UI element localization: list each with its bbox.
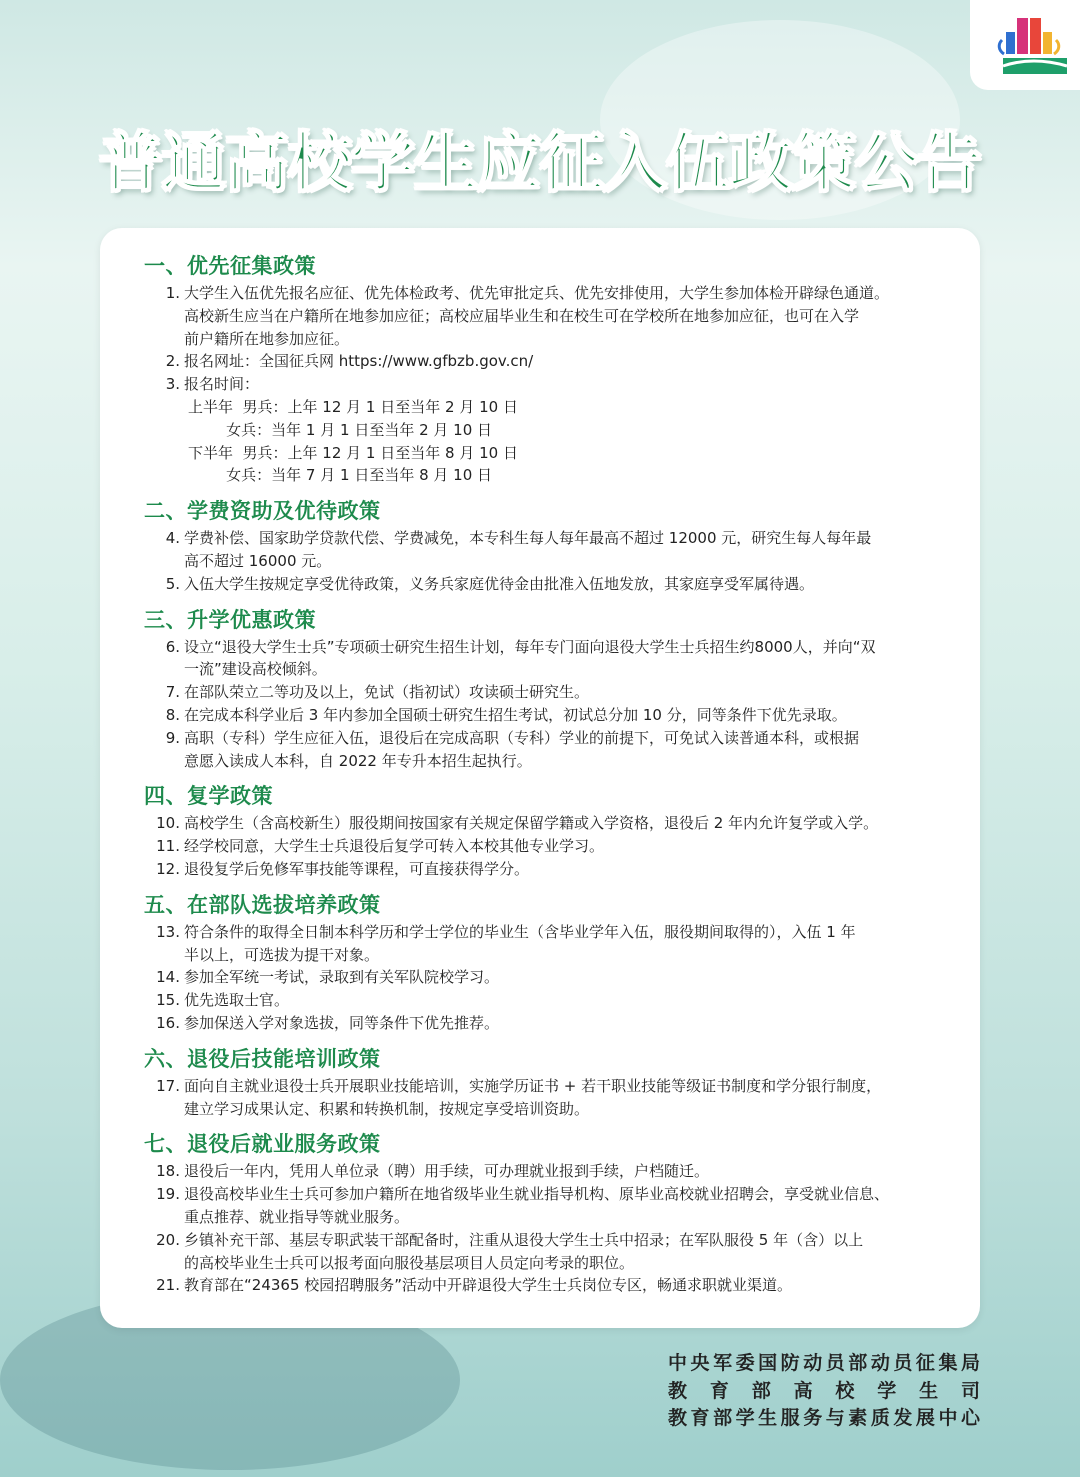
item-text xyxy=(184,1274,952,1297)
policy-item xyxy=(144,681,952,704)
item-text-line: 意愿入读成人本科，自 2022 年专升本招生起执行。 xyxy=(184,751,532,770)
policy-section xyxy=(144,498,952,595)
policy-section xyxy=(144,783,952,880)
item-text xyxy=(184,373,952,396)
item-text xyxy=(184,858,952,881)
schedule-line: 女兵：当年 7 月 1 日至当年 8 月 10 日 xyxy=(188,466,493,485)
policy-item xyxy=(144,1229,952,1275)
section-heading: 四、复学政策 xyxy=(144,784,273,809)
item-number: 7. xyxy=(165,683,180,702)
policy-item xyxy=(144,373,952,396)
policy-item xyxy=(144,812,952,835)
item-number: 19. xyxy=(156,1185,180,1204)
section-heading: 二、学费资助及优待政策 xyxy=(144,499,381,524)
item-text-line: 高职（专科）学生应征入伍，退役后在完成高职（专科）学业的前提下，可免试入读普通本科，或根据 xyxy=(184,728,860,747)
item-text-line: 经学校同意，大学生士兵退役后复学可转入本校其他专业学习。 xyxy=(184,837,605,856)
item-text xyxy=(184,704,952,727)
item-number: 17. xyxy=(156,1076,180,1095)
item-number: 6. xyxy=(165,637,180,656)
item-text xyxy=(184,921,952,967)
city-buildings-logo-icon xyxy=(970,0,1080,90)
item-text-line: 高不超过 16000 元。 xyxy=(184,551,332,570)
item-number: 2. xyxy=(165,352,180,371)
item-text xyxy=(184,1183,952,1229)
policy-item xyxy=(144,966,952,989)
item-text xyxy=(184,636,952,682)
item-text-line: 优先选取士官。 xyxy=(184,991,290,1010)
page-title: 普通高校学生应征入伍政策公告 xyxy=(99,127,981,201)
item-text-line: 退役复学后免修军事技能等课程，可直接获得学分。 xyxy=(184,859,530,878)
item-text xyxy=(184,989,952,1012)
logo xyxy=(970,0,1080,90)
policy-item xyxy=(144,350,952,373)
item-text xyxy=(184,1160,952,1183)
item-text-line: 设立“退役大学生士兵”专项硕士研究生招生计划，每年专门面向退役大学生士兵招生约8000人，并向“双 xyxy=(184,637,876,656)
schedule-line: 上半年 男兵：上年 12 月 1 日至当年 2 月 10 日 xyxy=(188,397,518,416)
item-text-line: 前户籍所在地参加应征。 xyxy=(184,329,350,348)
item-text-line: 退役高校毕业生士兵可参加户籍所在地省级毕业生就业指导机构、原毕业高校就业招聘会，享受就业信息、 xyxy=(184,1185,890,1204)
item-number: 13. xyxy=(156,922,180,941)
section-heading: 六、退役后技能培训政策 xyxy=(144,1046,381,1071)
item-text xyxy=(184,350,952,373)
item-text-line: 半以上，可选拔为提干对象。 xyxy=(184,945,380,964)
item-text-line: 重点推荐、就业指导等就业服务。 xyxy=(184,1207,410,1226)
item-text xyxy=(184,282,952,350)
item-text-line: 建立学习成果认定、积累和转换机制，按规定享受培训资助。 xyxy=(184,1099,590,1118)
item-text-line: 符合条件的取得全日制本科学历和学士学位的毕业生（含毕业学年入伍，服役期间取得的），入伍 1 年 xyxy=(184,922,856,941)
item-number: 4. xyxy=(165,529,180,548)
item-text-line: 教育部在“24365 校园招聘服务”活动中开辟退役大学生士兵岗位专区，畅通求职就业渠道。 xyxy=(184,1276,793,1295)
item-text-line: 面向自主就业退役士兵开展职业技能培训，实施学历证书 + 若干职业技能等级证书制度和学分银行制度， xyxy=(184,1076,882,1095)
item-text-line: 在完成本科学业后 3 年内参加全国硕士研究生招生考试，初试总分加 10 分，同等条件下优先录取。 xyxy=(184,705,847,724)
item-text-line: 乡镇补充干部、基层专职武装干部配备时，注重从退役大学生士兵中招录；在军队服役 5 年（含）以上 xyxy=(184,1230,864,1249)
item-number: 18. xyxy=(156,1162,180,1181)
policy-item xyxy=(144,1183,952,1229)
item-text xyxy=(184,681,952,704)
item-text-line: 报名时间： xyxy=(184,375,260,394)
item-text-line: 的高校毕业生士兵可以报考面向服役基层项目人员定向考录的职位。 xyxy=(184,1253,635,1272)
policy-item xyxy=(144,704,952,727)
item-number: 8. xyxy=(165,705,180,724)
item-number: 10. xyxy=(156,814,180,833)
item-number: 9. xyxy=(165,728,180,747)
item-text xyxy=(184,573,952,596)
issuer-list xyxy=(668,1350,980,1433)
policy-section xyxy=(144,607,952,773)
issuer-name: 教育部学生服务与素质发展中心 xyxy=(668,1407,980,1429)
policy-item xyxy=(144,989,952,1012)
schedule-line: 下半年 男兵：上年 12 月 1 日至当年 8 月 10 日 xyxy=(188,443,518,462)
policy-item xyxy=(144,727,952,773)
schedule-line: 女兵：当年 1 月 1 日至当年 2 月 10 日 xyxy=(188,420,493,439)
policy-item xyxy=(144,835,952,858)
item-text-line: 高校学生（含高校新生）服役期间按国家有关规定保留学籍或入学资格，退役后 2 年内允许复学或入学。 xyxy=(184,814,879,833)
item-number: 21. xyxy=(156,1276,180,1295)
policy-item xyxy=(144,636,952,682)
item-number: 11. xyxy=(156,837,180,856)
item-text xyxy=(184,1229,952,1275)
policy-item xyxy=(144,1075,952,1121)
policy-item xyxy=(144,527,952,573)
item-number: 1. xyxy=(165,284,180,302)
item-text-line: 学费补偿、国家助学贷款代偿、学费减免，本专科生每人每年最高不超过 12000 元，研究生每人每年最 xyxy=(184,529,872,548)
policy-item xyxy=(144,573,952,596)
item-text xyxy=(184,1012,952,1035)
item-text xyxy=(184,812,952,835)
item-text xyxy=(184,527,952,573)
policy-section xyxy=(144,892,952,1035)
section-heading: 一、优先征集政策 xyxy=(144,254,316,278)
policy-section xyxy=(144,1046,952,1121)
policy-item xyxy=(144,1160,952,1183)
item-number: 20. xyxy=(156,1230,180,1249)
item-text xyxy=(184,835,952,858)
section-heading: 三、升学优惠政策 xyxy=(144,607,316,632)
item-text-line: 入伍大学生按规定享受优待政策，义务兵家庭优待金由批准入伍地发放，其家庭享受军属待遇。 xyxy=(184,574,815,593)
item-text xyxy=(184,1075,952,1121)
issuer-name: 教育部高校学生司 xyxy=(668,1379,980,1402)
item-text-line: 在部队荣立二等功及以上，免试（指初试）攻读硕士研究生。 xyxy=(184,683,590,702)
item-number: 5. xyxy=(165,574,180,593)
policy-item xyxy=(144,282,952,350)
policy-item xyxy=(144,1012,952,1035)
item-text-line: 大学生入伍优先报名应征、优先体检政考、优先审批定兵、优先安排使用，大学生参加体检开辟绿色通道。 xyxy=(184,284,890,302)
policy-section xyxy=(144,1131,952,1297)
item-number: 3. xyxy=(165,375,180,394)
section-heading: 五、在部队选拔培养政策 xyxy=(144,892,381,917)
item-text-line: 参加全军统一考试，录取到有关军队院校学习。 xyxy=(184,968,500,987)
item-number: 16. xyxy=(156,1013,180,1032)
item-text-line: 报名网址：全国征兵网 https://www.gfbzb.gov.cn/ xyxy=(184,352,534,371)
policy-section xyxy=(144,253,952,487)
item-text-line: 一流”建设高校倾斜。 xyxy=(184,660,327,679)
item-text xyxy=(184,966,952,989)
item-text xyxy=(184,727,952,773)
item-number: 15. xyxy=(156,991,180,1010)
item-text-line: 退役后一年内，凭用人单位录（聘）用手续，可办理就业报到手续，户档随迁。 xyxy=(184,1162,710,1181)
policy-item xyxy=(144,921,952,967)
item-text-line: 高校新生应当在户籍所在地参加应征；高校应届毕业生和在校生可在学校所在地参加应征，也可在入学 xyxy=(184,306,860,325)
policy-card xyxy=(100,228,980,1328)
policy-item xyxy=(144,858,952,881)
policy-item xyxy=(144,1274,952,1297)
item-number: 12. xyxy=(156,859,180,878)
issuer-name: 中央军委国防动员部动员征集局 xyxy=(668,1352,980,1374)
section-heading: 七、退役后就业服务政策 xyxy=(144,1132,381,1157)
item-text-line: 参加保送入学对象选拔，同等条件下优先推荐。 xyxy=(184,1013,500,1032)
item-number: 14. xyxy=(156,968,180,987)
